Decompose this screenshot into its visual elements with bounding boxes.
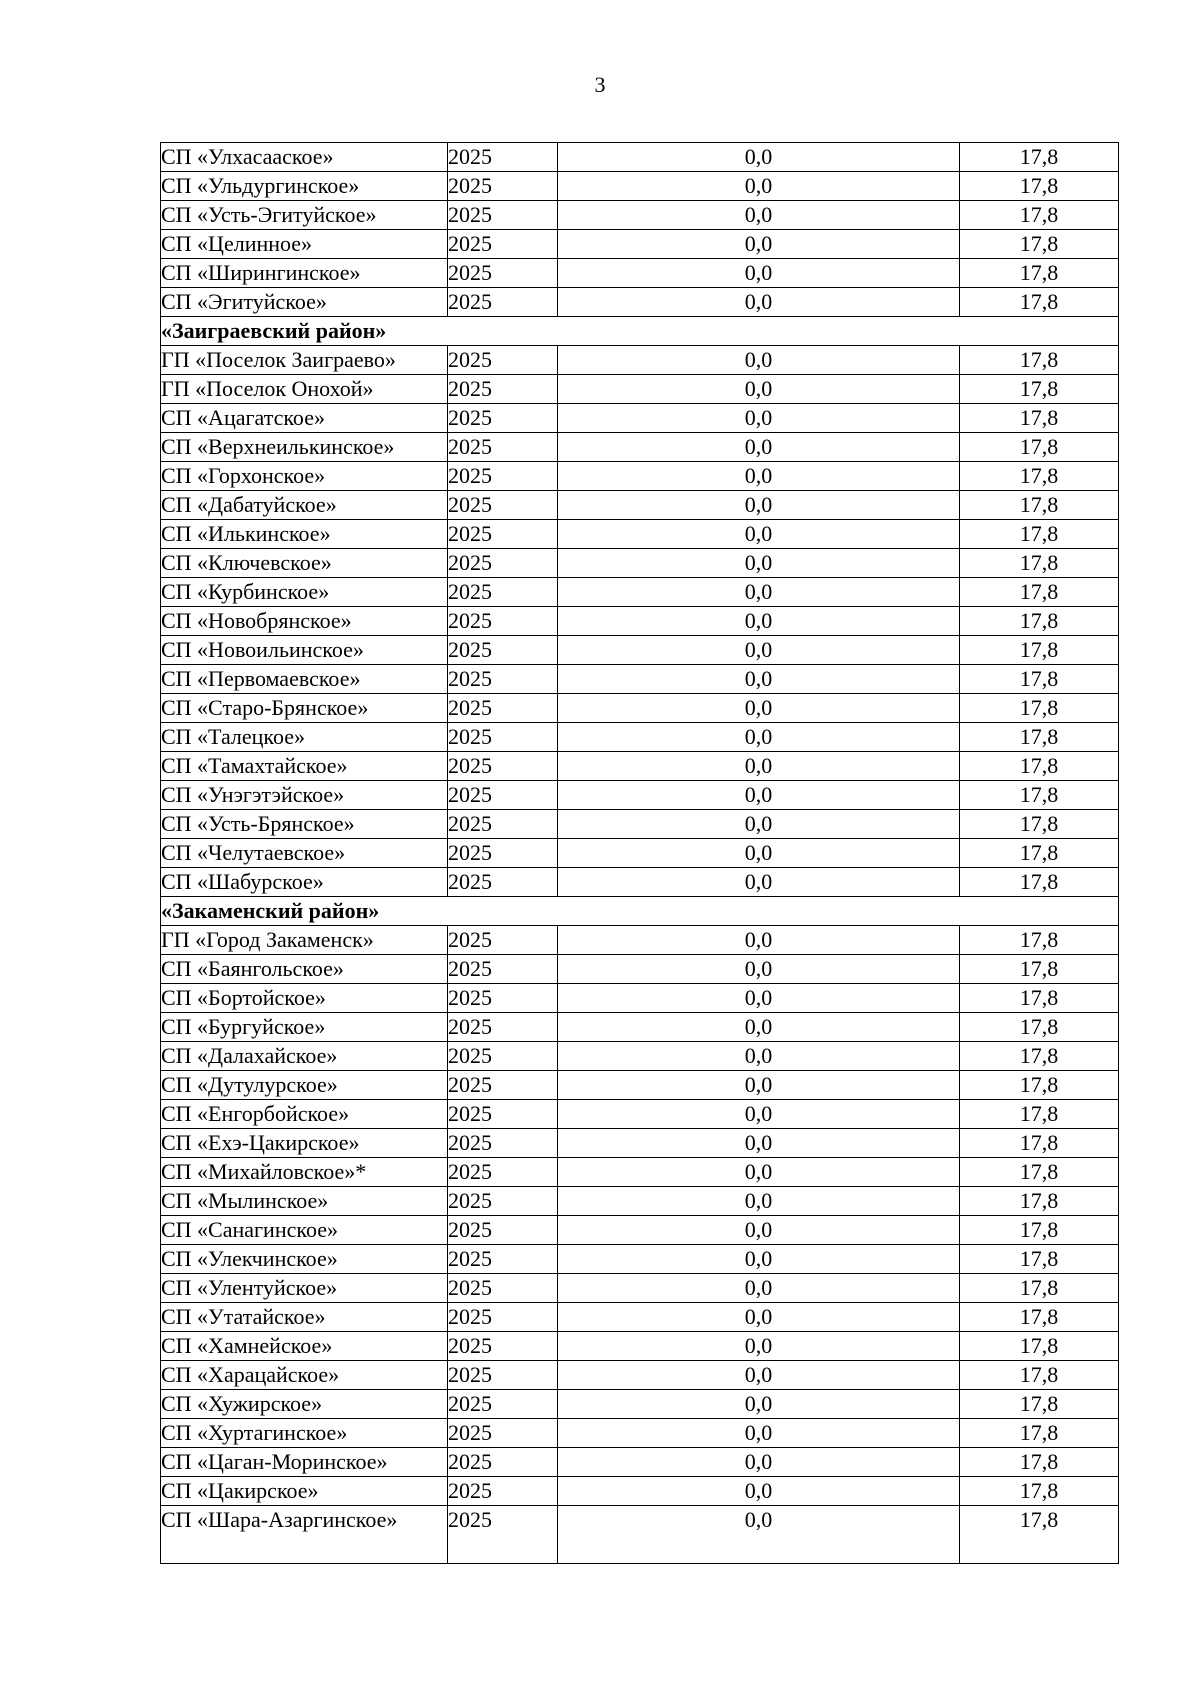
value-2-cell: 17,8 [960,143,1119,172]
year-cell: 2025 [448,578,558,607]
settlement-name-cell: СП «Улхасааское» [161,143,448,172]
settlement-name-cell: СП «Дабатуйское» [161,491,448,520]
value-1-cell: 0,0 [558,172,960,201]
value-1-cell: 0,0 [558,549,960,578]
year-cell: 2025 [448,1100,558,1129]
year-cell: 2025 [448,1013,558,1042]
year-cell: 2025 [448,259,558,288]
value-2-cell: 17,8 [960,288,1119,317]
value-2-cell: 17,8 [960,1158,1119,1187]
value-2-cell: 17,8 [960,1187,1119,1216]
table-row [161,1129,1119,1158]
value-2-cell: 17,8 [960,984,1119,1013]
value-1-cell: 0,0 [558,723,960,752]
value-2-cell: 17,8 [960,665,1119,694]
year-cell: 2025 [448,868,558,897]
value-2-cell: 17,8 [960,1390,1119,1419]
settlement-name-cell: СП «Ехэ-Цакирское» [161,1129,448,1158]
settlement-name-cell: СП «Горхонское» [161,462,448,491]
year-cell: 2025 [448,810,558,839]
settlement-name-cell: СП «Далахайское» [161,1042,448,1071]
table-row [161,926,1119,955]
year-cell: 2025 [448,201,558,230]
year-cell: 2025 [448,143,558,172]
settlement-name-cell: СП «Ширингинское» [161,259,448,288]
table-row [161,694,1119,723]
table-row [161,1448,1119,1477]
year-cell: 2025 [448,491,558,520]
value-2-cell: 17,8 [960,752,1119,781]
settlement-name-cell: СП «Михайловское»* [161,1158,448,1187]
table-row [161,1187,1119,1216]
year-cell: 2025 [448,636,558,665]
district-header-row [161,897,1119,926]
table-row [161,1071,1119,1100]
table-row [161,230,1119,259]
table-row [161,1013,1119,1042]
table-row [161,1303,1119,1332]
settlement-name-cell: СП «Тамахтайское» [161,752,448,781]
value-1-cell: 0,0 [558,636,960,665]
year-cell: 2025 [448,607,558,636]
settlement-name-cell: СП «Дутулурское» [161,1071,448,1100]
value-1-cell: 0,0 [558,433,960,462]
year-cell: 2025 [448,694,558,723]
value-2-cell: 17,8 [960,1506,1119,1564]
table-row [161,259,1119,288]
value-2-cell: 17,8 [960,1274,1119,1303]
value-1-cell: 0,0 [558,1477,960,1506]
settlement-name-cell: СП «Бургуйское» [161,1013,448,1042]
value-1-cell: 0,0 [558,259,960,288]
value-2-cell: 17,8 [960,1129,1119,1158]
year-cell: 2025 [448,1129,558,1158]
value-2-cell: 17,8 [960,1216,1119,1245]
year-cell: 2025 [448,1274,558,1303]
year-cell: 2025 [448,1216,558,1245]
table-row [161,868,1119,897]
table-row [161,665,1119,694]
value-1-cell: 0,0 [558,665,960,694]
value-2-cell: 17,8 [960,607,1119,636]
year-cell: 2025 [448,172,558,201]
settlement-name-cell: СП «Ключевское» [161,549,448,578]
table-row [161,288,1119,317]
year-cell: 2025 [448,984,558,1013]
value-1-cell: 0,0 [558,404,960,433]
settlement-name-cell: ГП «Поселок Онохой» [161,375,448,404]
value-2-cell: 17,8 [960,1361,1119,1390]
settlement-name-cell: СП «Целинное» [161,230,448,259]
year-cell: 2025 [448,520,558,549]
value-2-cell: 17,8 [960,1419,1119,1448]
table-row [161,1361,1119,1390]
value-1-cell: 0,0 [558,462,960,491]
table-row [161,607,1119,636]
page-number: 3 [594,72,606,97]
value-2-cell: 17,8 [960,578,1119,607]
value-2-cell: 17,8 [960,491,1119,520]
value-1-cell: 0,0 [558,694,960,723]
year-cell: 2025 [448,433,558,462]
table-row [161,143,1119,172]
table-row [161,549,1119,578]
settlement-name-cell: СП «Эгитуйское» [161,288,448,317]
settlement-name-cell: СП «Цакирское» [161,1477,448,1506]
value-2-cell: 17,8 [960,1332,1119,1361]
year-cell: 2025 [448,1042,558,1071]
year-cell: 2025 [448,1187,558,1216]
value-1-cell: 0,0 [558,491,960,520]
value-2-cell: 17,8 [960,810,1119,839]
settlement-name-cell: СП «Унэгэтэйское» [161,781,448,810]
settlement-name-cell: СП «Хамнейское» [161,1332,448,1361]
value-2-cell: 17,8 [960,1071,1119,1100]
value-1-cell: 0,0 [558,1448,960,1477]
value-2-cell: 17,8 [960,462,1119,491]
value-1-cell: 0,0 [558,1332,960,1361]
value-1-cell: 0,0 [558,1100,960,1129]
value-1-cell: 0,0 [558,346,960,375]
year-cell: 2025 [448,1477,558,1506]
value-2-cell: 17,8 [960,172,1119,201]
settlements-table [160,142,1119,1564]
settlement-name-cell: СП «Новобрянское» [161,607,448,636]
value-1-cell: 0,0 [558,1303,960,1332]
value-1-cell: 0,0 [558,1361,960,1390]
value-1-cell: 0,0 [558,1158,960,1187]
value-1-cell: 0,0 [558,1071,960,1100]
value-1-cell: 0,0 [558,230,960,259]
table-row [161,752,1119,781]
table-row [161,491,1119,520]
value-2-cell: 17,8 [960,926,1119,955]
value-2-cell: 17,8 [960,723,1119,752]
value-2-cell: 17,8 [960,636,1119,665]
table-row [161,1390,1119,1419]
value-1-cell: 0,0 [558,781,960,810]
settlement-name-cell: СП «Харацайское» [161,1361,448,1390]
settlement-name-cell: СП «Челутаевское» [161,839,448,868]
value-1-cell: 0,0 [558,578,960,607]
year-cell: 2025 [448,1390,558,1419]
value-2-cell: 17,8 [960,694,1119,723]
value-2-cell: 17,8 [960,201,1119,230]
year-cell: 2025 [448,1245,558,1274]
settlement-name-cell: СП «Усть-Эгитуйское» [161,201,448,230]
table-row [161,984,1119,1013]
settlement-name-cell: СП «Новоильинское» [161,636,448,665]
value-1-cell: 0,0 [558,143,960,172]
settlement-name-cell: СП «Ацагатское» [161,404,448,433]
value-2-cell: 17,8 [960,839,1119,868]
table-row [161,839,1119,868]
year-cell: 2025 [448,723,558,752]
value-1-cell: 0,0 [558,1245,960,1274]
value-1-cell: 0,0 [558,868,960,897]
table-row [161,1419,1119,1448]
table-row [161,1274,1119,1303]
settlement-name-cell: СП «Баянгольское» [161,955,448,984]
settlement-name-cell: СП «Улекчинское» [161,1245,448,1274]
table-row [161,1042,1119,1071]
value-1-cell: 0,0 [558,1013,960,1042]
value-1-cell: 0,0 [558,810,960,839]
table-row [161,375,1119,404]
table-row [161,520,1119,549]
table-row [161,1216,1119,1245]
table-row [161,1477,1119,1506]
value-1-cell: 0,0 [558,926,960,955]
value-2-cell: 17,8 [960,549,1119,578]
value-2-cell: 17,8 [960,1245,1119,1274]
settlement-name-cell: СП «Курбинское» [161,578,448,607]
table-body [161,143,1119,1564]
value-2-cell: 17,8 [960,346,1119,375]
year-cell: 2025 [448,549,558,578]
year-cell: 2025 [448,462,558,491]
value-2-cell: 17,8 [960,404,1119,433]
settlement-name-cell: СП «Верхнеилькинское» [161,433,448,462]
value-1-cell: 0,0 [558,375,960,404]
table-row [161,1158,1119,1187]
year-cell: 2025 [448,404,558,433]
settlement-name-cell: СП «Хужирское» [161,1390,448,1419]
settlement-name-cell: СП «Утатайское» [161,1303,448,1332]
table-row [161,1100,1119,1129]
value-2-cell: 17,8 [960,868,1119,897]
value-1-cell: 0,0 [558,1042,960,1071]
year-cell: 2025 [448,1303,558,1332]
value-1-cell: 0,0 [558,201,960,230]
district-name: «Закаменский район» [161,897,1119,926]
table-row [161,636,1119,665]
settlement-name-cell: СП «Улентуйское» [161,1274,448,1303]
value-2-cell: 17,8 [960,1042,1119,1071]
settlement-name-cell: СП «Илькинское» [161,520,448,549]
year-cell: 2025 [448,839,558,868]
value-2-cell: 17,8 [960,433,1119,462]
table-row [161,1332,1119,1361]
value-2-cell: 17,8 [960,520,1119,549]
value-1-cell: 0,0 [558,520,960,549]
settlement-name-cell: СП «Хуртагинское» [161,1419,448,1448]
value-1-cell: 0,0 [558,288,960,317]
settlement-name-cell: СП «Усть-Брянское» [161,810,448,839]
settlement-name-cell: СП «Мылинское» [161,1187,448,1216]
value-1-cell: 0,0 [558,1274,960,1303]
year-cell: 2025 [448,1448,558,1477]
table-row [161,1245,1119,1274]
year-cell: 2025 [448,955,558,984]
value-1-cell: 0,0 [558,752,960,781]
table-row [161,1506,1119,1564]
year-cell: 2025 [448,781,558,810]
value-1-cell: 0,0 [558,1129,960,1158]
settlement-name-cell: СП «Шабурское» [161,868,448,897]
year-cell: 2025 [448,288,558,317]
settlement-name-cell: СП «Цаган-Моринское» [161,1448,448,1477]
table-row [161,781,1119,810]
value-2-cell: 17,8 [960,781,1119,810]
table-row [161,462,1119,491]
settlement-name-cell: СП «Шара-Азаргинское» [161,1506,448,1564]
year-cell: 2025 [448,1506,558,1564]
settlement-name-cell: СП «Бортойское» [161,984,448,1013]
value-1-cell: 0,0 [558,984,960,1013]
year-cell: 2025 [448,1071,558,1100]
value-1-cell: 0,0 [558,955,960,984]
settlement-name-cell: ГП «Город Закаменск» [161,926,448,955]
table-row [161,810,1119,839]
value-2-cell: 17,8 [960,259,1119,288]
value-2-cell: 17,8 [960,955,1119,984]
value-2-cell: 17,8 [960,1477,1119,1506]
table-row [161,723,1119,752]
value-1-cell: 0,0 [558,1419,960,1448]
table-row [161,172,1119,201]
settlement-name-cell: СП «Ульдургинское» [161,172,448,201]
table-row [161,433,1119,462]
table-row [161,578,1119,607]
year-cell: 2025 [448,346,558,375]
year-cell: 2025 [448,926,558,955]
year-cell: 2025 [448,1361,558,1390]
value-2-cell: 17,8 [960,1100,1119,1129]
settlement-name-cell: ГП «Поселок Заиграево» [161,346,448,375]
year-cell: 2025 [448,375,558,404]
table-row [161,346,1119,375]
settlement-name-cell: СП «Первомаевское» [161,665,448,694]
value-1-cell: 0,0 [558,1506,960,1564]
district-header-row [161,317,1119,346]
value-2-cell: 17,8 [960,375,1119,404]
settlement-name-cell: СП «Енгорбойское» [161,1100,448,1129]
value-1-cell: 0,0 [558,607,960,636]
table-row [161,201,1119,230]
value-2-cell: 17,8 [960,1448,1119,1477]
year-cell: 2025 [448,230,558,259]
settlement-name-cell: СП «Талецкое» [161,723,448,752]
value-1-cell: 0,0 [558,1187,960,1216]
table-row [161,404,1119,433]
value-2-cell: 17,8 [960,1303,1119,1332]
value-2-cell: 17,8 [960,230,1119,259]
value-2-cell: 17,8 [960,1013,1119,1042]
value-1-cell: 0,0 [558,1390,960,1419]
settlement-name-cell: СП «Санагинское» [161,1216,448,1245]
year-cell: 2025 [448,1332,558,1361]
value-1-cell: 0,0 [558,839,960,868]
year-cell: 2025 [448,665,558,694]
year-cell: 2025 [448,1419,558,1448]
value-1-cell: 0,0 [558,1216,960,1245]
district-name: «Заиграевский район» [161,317,1119,346]
settlement-name-cell: СП «Старо-Брянское» [161,694,448,723]
table-row [161,955,1119,984]
year-cell: 2025 [448,1158,558,1187]
year-cell: 2025 [448,752,558,781]
